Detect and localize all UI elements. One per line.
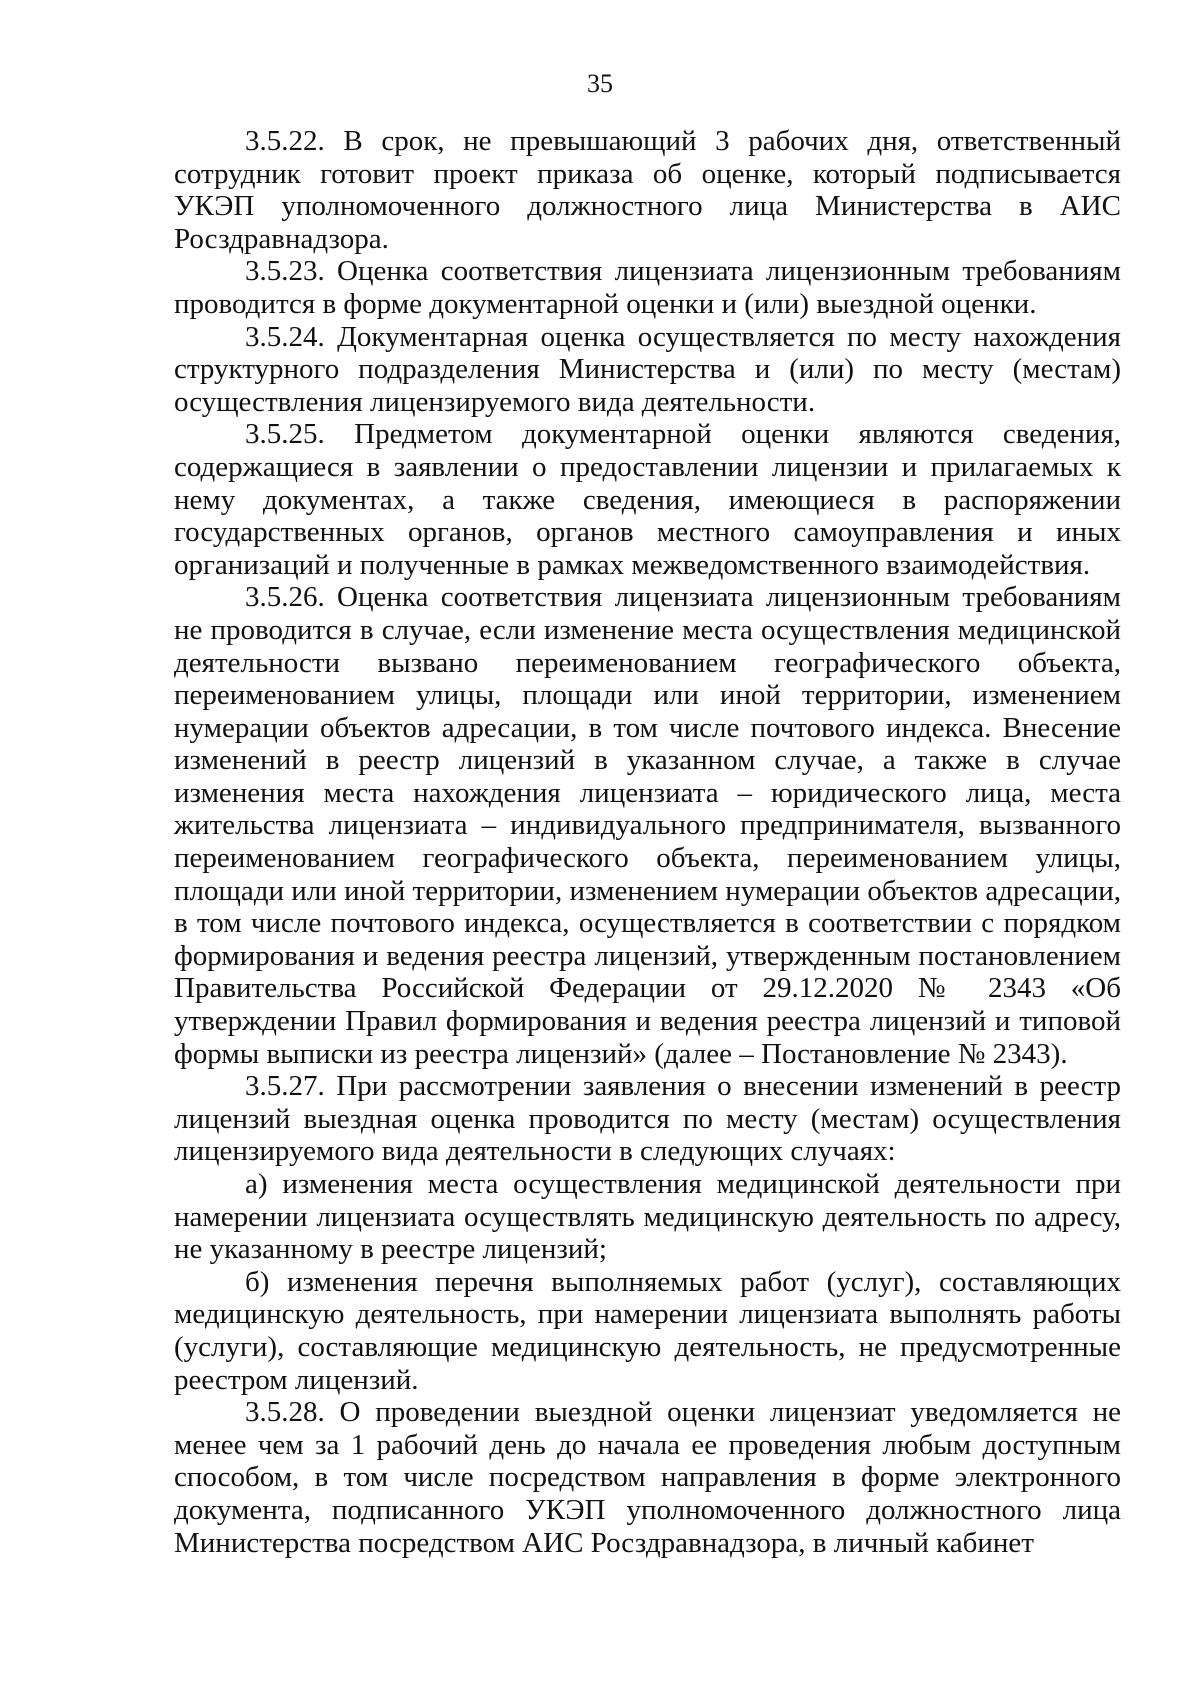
paragraph-3-5-28: 3.5.28. О проведении выездной оценки лицензиат уведомляется не менее чем за 1 рабочий день до начала ее проведения любым доступным способом, в том числе посредством направления в форме электронного документа, подписанного УКЭП уполномоченного должностного лица Министерства посредством АИС Росздравнадзора, в личный кабинет xyxy=(174,1396,1121,1559)
paragraph-3-5-24: 3.5.24. Документарная оценка осуществляется по месту нахождения структурного подразделения Министерства и (или) по месту (местам) осуществления лицензируемого вида деятельности. xyxy=(174,320,1121,418)
paragraph-3-5-23: 3.5.23. Оценка соответствия лицензиата лицензионным требованиям проводится в форме документарной оценки и (или) выездной оценки. xyxy=(174,255,1121,320)
document-body xyxy=(174,125,1121,1559)
paragraph-3-5-26: 3.5.26. Оценка соответствия лицензиата лицензионным требованиям не проводится в случае, если изменение места осуществления медицинской деятельности вызвано переименованием географического объекта, переименованием улицы, площади или иной территории, изменением нумерации объектов адресации, в том числе почтового индекса. Внесение изменений в реестр лицензий в указанном случае, а также в случае изменения места нахождения лицензиата – юридического лица, места жительства лицензиата – индивидуального предпринимателя, вызванного переименованием географического объекта, переименованием улицы, площади или иной территории, изменением нумерации объектов адресации, в том числе почтового индекса, осуществляется в соответствии с порядком формирования и ведения реестра лицензий, утвержденным постановлением Правительства Российской Федерации от 29.12.2020 № 2343 «Об утверждении Правил формирования и ведения реестра лицензий и типовой формы выписки из реестра лицензий» (далее – Постановление № 2343). xyxy=(174,581,1121,1070)
paragraph-3-5-22: 3.5.22. В срок, не превышающий 3 рабочих дня, ответственный сотрудник готовит проект приказа об оценке, который подписывается УКЭП уполномоченного должностного лица Министерства в АИС Росздравнадзора. xyxy=(174,125,1121,255)
list-item-a: а) изменения места осуществления медицинской деятельности при намерении лицензиата осуществлять медицинскую деятельность по адресу, не указанному в реестре лицензий; xyxy=(174,1168,1121,1266)
list-item-b: б) изменения перечня выполняемых работ (услуг), составляющих медицинскую деятельность, при намерении лицензиата выполнять работы (услуги), составляющие медицинскую деятельность, не предусмотренные реестром лицензий. xyxy=(174,1265,1121,1396)
page-number: 35 xyxy=(587,69,613,98)
paragraph-3-5-27: 3.5.27. При рассмотрении заявления о внесении изменений в реестр лицензий выездная оценка проводится по месту (местам) осуществления лицензируемого вида деятельности в следующих случаях: xyxy=(174,1070,1121,1168)
paragraph-3-5-25: 3.5.25. Предметом документарной оценки являются сведения, содержащиеся в заявлении о предоставлении лицензии и прилагаемых к нему документах, а также сведения, имеющиеся в распоряжении государственных органов, органов местного самоуправления и иных организаций и полученные в рамках межведомственного взаимодействия. xyxy=(174,418,1121,581)
